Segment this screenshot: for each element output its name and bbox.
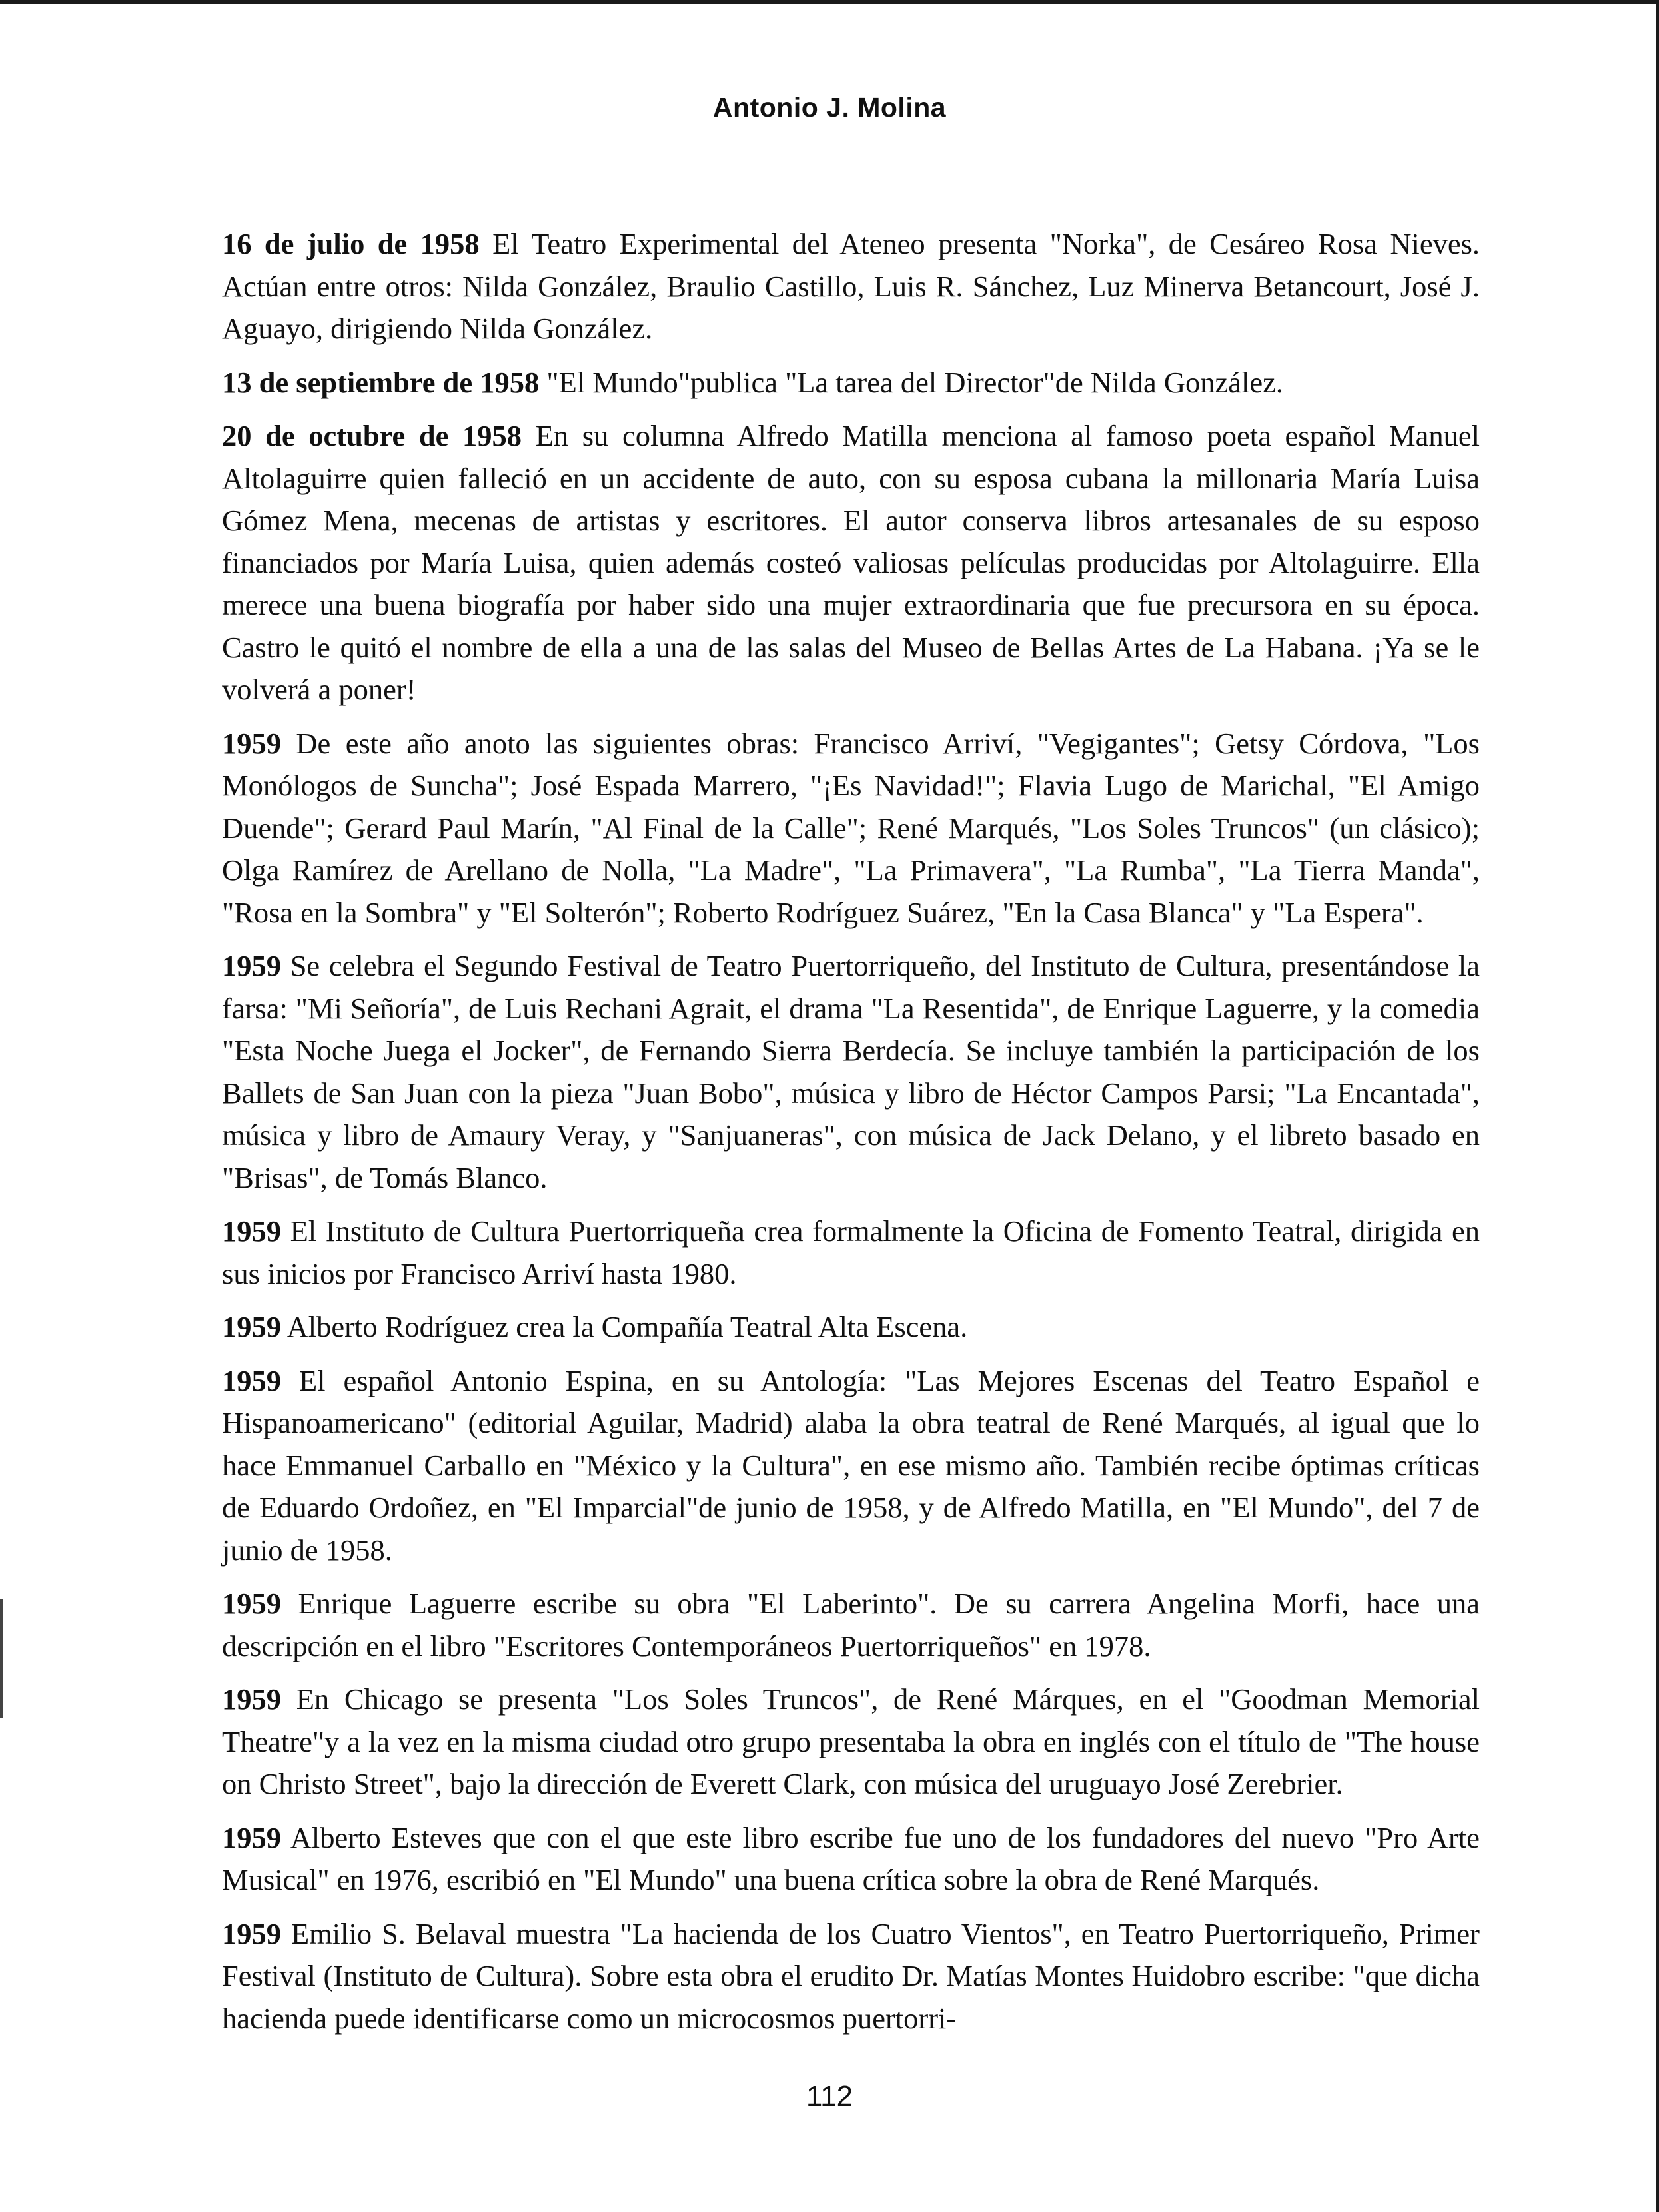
entry-date: 1959: [222, 1587, 281, 1620]
entry-1959-el-laberinto: [222, 1583, 1480, 1667]
chronology-body: [222, 223, 1480, 2051]
entry-date: 1959: [222, 1916, 281, 1950]
entry-1959-chicago: [222, 1678, 1480, 1806]
entry-date: 13 de septiembre de 1958: [222, 365, 540, 399]
entry-date: 16 de julio de 1958: [222, 227, 480, 260]
entry-date: 20 de octubre de 1958: [222, 419, 522, 452]
entry-text: Enrique Laguerre escribe su obra "El Laberinto". De su carrera Angelina Morfi, hace una descripción en el libro "Escritores Contemporáneos Puertorriqueños" en 1978.: [222, 1587, 1480, 1662]
entry-text: Alberto Rodríguez crea la Compañía Teatral Alta Escena.: [286, 1310, 968, 1343]
entry-1959-obras: [222, 723, 1480, 934]
scan-edge-mark: [0, 1599, 3, 1718]
entry-1959-fomento-teatral: [222, 1210, 1480, 1295]
entry-date: 1959: [222, 1310, 281, 1343]
entry-1958-07-16: [222, 223, 1480, 350]
scan-border-right: [1656, 0, 1659, 2212]
scan-border-top: [0, 0, 1659, 4]
entry-text: Se celebra el Segundo Festival de Teatro Puertorriqueño, del Instituto de Cultura, presentándose la farsa: "Mi Señoría", de Luis Rechani Agrait, el drama "La Resentida", de Enrique Laguerre, y la comedia "Esta Noche Juega el Jocker", de Fernando Sierra Berdecía. Se incluye también la participación de los Ballets de San Juan con la pieza "Juan Bobo", música y libro de Héctor Campos Parsi; "La Encantada", música y libro de Amaury Veray, y "Sanjuaneras", con música de Jack Delano, y el libreto basado en "Brisas", de Tomás Blanco.: [222, 949, 1480, 1194]
entry-text: El Instituto de Cultura Puertorriqueña crea formalmente la Oficina de Fomento Teatral, dirigida en sus inicios por Francisco Arriví hasta 1980.: [222, 1214, 1480, 1290]
entry-1959-emilio-belaval: [222, 1913, 1480, 2040]
entry-text: "El Mundo"publica "La tarea del Director"de Nilda González.: [546, 365, 1284, 399]
entry-text: De este año anoto las siguientes obras: Francisco Arriví, "Vegigantes"; Getsy Córdova, "Los Monólogos de Suncha"; José Espada Marrero, "¡Es Navidad!"; Flavia Lugo de Marichal, "El Amigo Duende"; Gerard Paul Marín, "Al Final de la Calle"; René Marqués, "Los Soles Truncos" (un clásico); Olga Ramírez de Arellano de Nolla, "La Madre", "La Primavera", "La Rumba", "La Tierra Manda", "Rosa en la Sombra" y "El Solterón"; Roberto Rodríguez Suárez, "En la Casa Blanca" y "La Espera".: [222, 726, 1480, 929]
entry-date: 1959: [222, 726, 281, 760]
entry-date: 1959: [222, 1214, 281, 1248]
entry-1958-10-20: [222, 415, 1480, 711]
entry-text: Alberto Esteves que con el que este libro escribe fue uno de los fundadores del nuevo "Pro Arte Musical" en 1976, escribió en "El Mundo" una buena crítica sobre la obra de René Marqués.: [222, 1820, 1480, 1896]
entry-text: El Teatro Experimental del Ateneo presenta "Norka", de Cesáreo Rosa Nieves. Actúan entre otros: Nilda González, Braulio Castillo, Luis R. Sánchez, Luz Minerva Betancourt, José J. Aguayo, dirigiendo Nilda González.: [222, 227, 1480, 345]
entry-1959-alberto-esteves: [222, 1817, 1480, 1902]
entry-1959-segundo-festival: [222, 945, 1480, 1199]
entry-date: 1959: [222, 1682, 281, 1716]
entry-1959-antonio-espina: [222, 1360, 1480, 1572]
entry-text: En su columna Alfredo Matilla menciona al famoso poeta español Manuel Altolaguirre quien falleció en un accidente de auto, con su esposa cubana la millonaria María Luisa Gómez Mena, mecenas de artistas y escritores. El autor conserva libros artesanales de su esposo financiados por María Luisa, quien además costeó valiosas películas producidas por Altolaguirre. Ella merece una buena biografía por haber sido una mujer extraordinaria que fue precursora en su época. Castro le quitó el nombre de ella a una de las salas del Museo de Bellas Artes de La Habana. ¡Ya se le volverá a poner!: [222, 419, 1480, 706]
running-head-author: Antonio J. Molina: [712, 92, 947, 123]
entry-1959-alta-escena: [222, 1306, 1480, 1349]
entry-text: Emilio S. Belaval muestra "La hacienda de los Cuatro Vientos", en Teatro Puertorriqueño, Primer Festival (Instituto de Cultura). Sobre esta obra el erudito Dr. Matías Montes Huidobro escribe: "que dicha hacienda puede identificarse como un microcosmos puertorri-: [222, 1916, 1480, 2035]
entry-date: 1959: [222, 1363, 281, 1397]
entry-1958-09-13: [222, 362, 1480, 404]
entry-date: 1959: [222, 949, 281, 982]
entry-date: 1959: [222, 1820, 281, 1854]
entry-text: En Chicago se presenta "Los Soles Truncos", de René Márques, en el "Goodman Memorial Theatre"y a la vez en la misma ciudad otro grupo presentaba la obra en inglés con el título de "The house on Christo Street", bajo la dirección de Everett Clark, con música del uruguayo José Zerebrier.: [222, 1682, 1480, 1800]
page-number: 112: [806, 2080, 853, 2113]
entry-text: El español Antonio Espina, en su Antología: "Las Mejores Escenas del Teatro Español e Hispanoamericano" (editorial Aguilar, Madrid) alaba la obra teatral de René Marqués, al igual que lo hace Emmanuel Carballo en "México y la Cultura", en ese mismo año. También recibe óptimas críticas de Eduardo Ordoñez, en "El Imparcial"de junio de 1958, y de Alfredo Matilla, en "El Mundo", del 7 de junio de 1958.: [222, 1363, 1480, 1567]
